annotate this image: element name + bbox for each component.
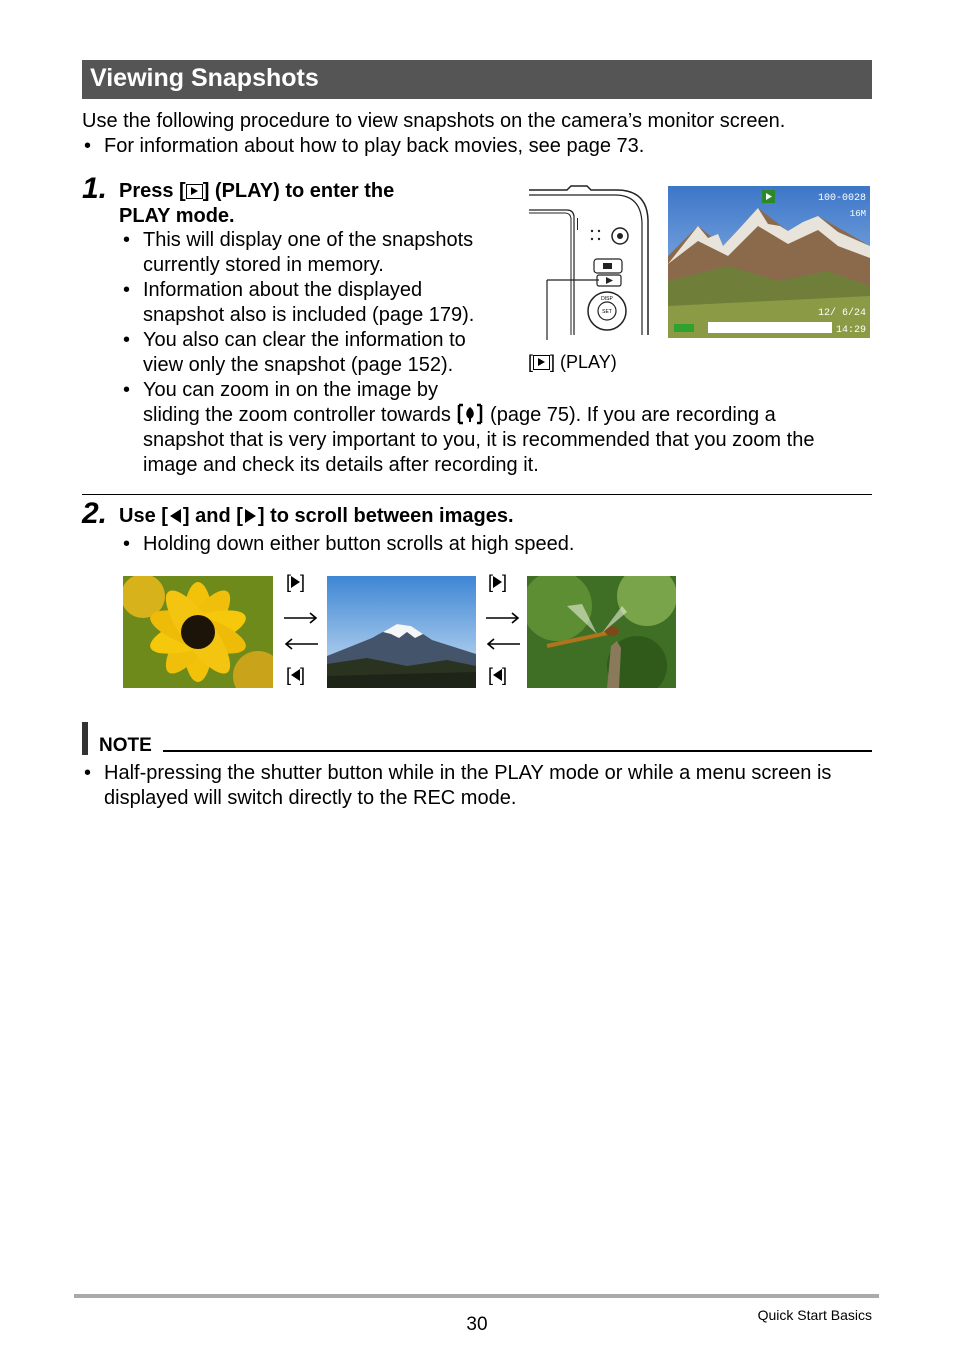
svg-text:DISP: DISP bbox=[601, 296, 613, 302]
section-title: Viewing Snapshots bbox=[90, 64, 319, 92]
dragonfly-image bbox=[527, 576, 676, 688]
prev-label-2: [ ] bbox=[488, 665, 508, 685]
section-title-bar bbox=[82, 60, 872, 99]
note-marker bbox=[82, 722, 88, 755]
footer-rule bbox=[74, 1294, 879, 1298]
left-arrow-icon bbox=[291, 669, 300, 681]
footer-section: Quick Start Basics bbox=[757, 1307, 872, 1323]
next-label-2: [ ] bbox=[488, 572, 508, 592]
left-arrow-icon bbox=[170, 509, 181, 523]
zoom-tele-icon bbox=[456, 403, 484, 425]
right-arrow-icon bbox=[245, 509, 256, 523]
mountain-landscape-image bbox=[668, 186, 870, 338]
svg-text:SET: SET bbox=[602, 309, 612, 315]
left-arrow-icon bbox=[493, 669, 502, 681]
next-label-1: [ ] bbox=[286, 572, 306, 592]
lcd-time: 14:29 bbox=[835, 325, 866, 336]
intro-text: Use the following procedure to view snapshots on the camera’s monitor screen. bbox=[82, 110, 786, 132]
step-divider bbox=[82, 494, 872, 495]
step-2-number: 2. bbox=[82, 497, 108, 530]
step-1-title-line2: PLAY mode. bbox=[119, 205, 235, 227]
play-icon bbox=[533, 355, 550, 370]
play-icon bbox=[186, 184, 203, 199]
note-rule bbox=[163, 750, 872, 752]
page-number: 30 bbox=[466, 1314, 488, 1335]
lcd-file-number: 100-0028 bbox=[817, 193, 866, 204]
note-label: NOTE bbox=[99, 735, 152, 756]
right-arrow-icon bbox=[493, 576, 502, 588]
flower-image bbox=[123, 576, 273, 688]
camera-back-illustration bbox=[527, 185, 652, 340]
scroll-arrows-2 bbox=[485, 609, 521, 653]
lcd-snapshot-image bbox=[668, 186, 870, 338]
step-1-title: Press [ ] (PLAY) to enter the bbox=[119, 180, 395, 202]
right-arrow-icon bbox=[291, 576, 300, 588]
scroll-arrows-1 bbox=[283, 609, 319, 653]
lcd-image-size: 16M bbox=[849, 209, 866, 219]
play-button-label: [ ] (PLAY) bbox=[528, 352, 617, 372]
prev-label-1: [ ] bbox=[286, 665, 306, 685]
step-2-title: Use [ ] and [ ] to scroll between images. bbox=[119, 505, 514, 527]
step-1-number: 1. bbox=[82, 172, 108, 205]
mount-fuji-image bbox=[327, 576, 476, 688]
lcd-date: 12/ 6/24 bbox=[817, 308, 866, 319]
